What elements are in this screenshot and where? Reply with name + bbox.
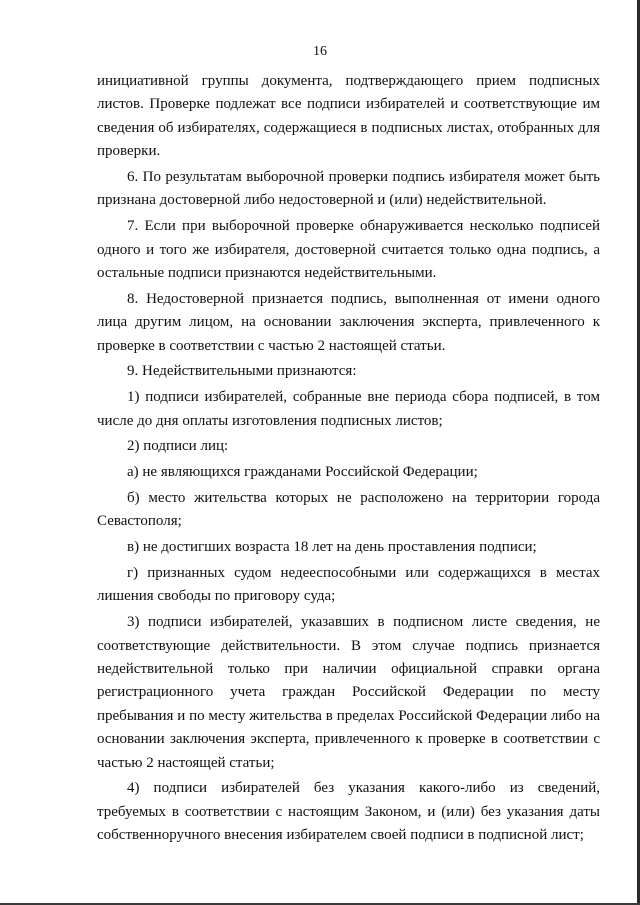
paragraph-item-7: 7. Если при выборочной проверке обнаруживается несколько подписей одного и того же избирателя, достоверной считается только одна подпись, а остальные подписи признаются недействительными. bbox=[97, 218, 600, 282]
paragraph-item-8: 8. Недостоверной признается подпись, выполненная от имени одного лица другим лицом, на основании заключения эксперта, привлеченного к проверке в соответствии с частью 2 настоящей статьи. bbox=[97, 290, 600, 354]
paragraph-item-9: 9. Недействительными признаются: bbox=[127, 363, 357, 380]
paragraph-subitem-2g: г) признанных судом недееспособными или содержащихся в местах лишения свободы по приговору суда; bbox=[97, 565, 600, 605]
paragraph-subitem-2b: б) место жительства которых не расположено на территории города Севастополя; bbox=[97, 490, 600, 530]
paragraph-subitem-4: 4) подписи избирателей без указания какого-либо из сведений, требуемых в соответствии с настоящим Законом, и (или) без указания даты собственноручного внесения избирателем своей подписи в подписной лист; bbox=[97, 780, 600, 844]
paragraph-subitem-2v: в) не достигших возраста 18 лет на день проставления подписи; bbox=[127, 539, 537, 556]
paragraph-subitem-3: 3) подписи избирателей, указавших в подписном листе сведения, не соответствующие действительности. В этом случае подпись признается недействительной только при наличии официальной справки органа регистрационного учета граждан Российской Федерации по месту пребывания и по месту жительства в пределах Российской Федерации либо на основании заключения эксперта, привлеченного к проверке в соответствии с частью 2 настоящей статьи; bbox=[97, 614, 600, 771]
paragraph-subitem-2: 2) подписи лиц: bbox=[127, 438, 229, 455]
paragraph-subitem-2a: а) не являющихся гражданами Российской Федерации; bbox=[127, 464, 478, 481]
paragraph-continuation: инициативной группы документа, подтверждающего прием подписных листов. Проверке подлежат все подписи избирателей и соответствующие им сведения об избирателях, содержащиеся в подписных листах, отобранных для проверки. bbox=[97, 73, 600, 160]
document-body bbox=[97, 70, 600, 850]
paragraph-subitem-1: 1) подписи избирателей, собранные вне периода сбора подписей, в том числе до дня оплаты изготовления подписных листов; bbox=[97, 389, 600, 429]
page-number: 16 bbox=[313, 44, 327, 59]
paragraph-item-6: 6. По результатам выборочной проверки подпись избирателя может быть признана достоверной либо недостоверной и (или) недействительной. bbox=[97, 169, 600, 209]
